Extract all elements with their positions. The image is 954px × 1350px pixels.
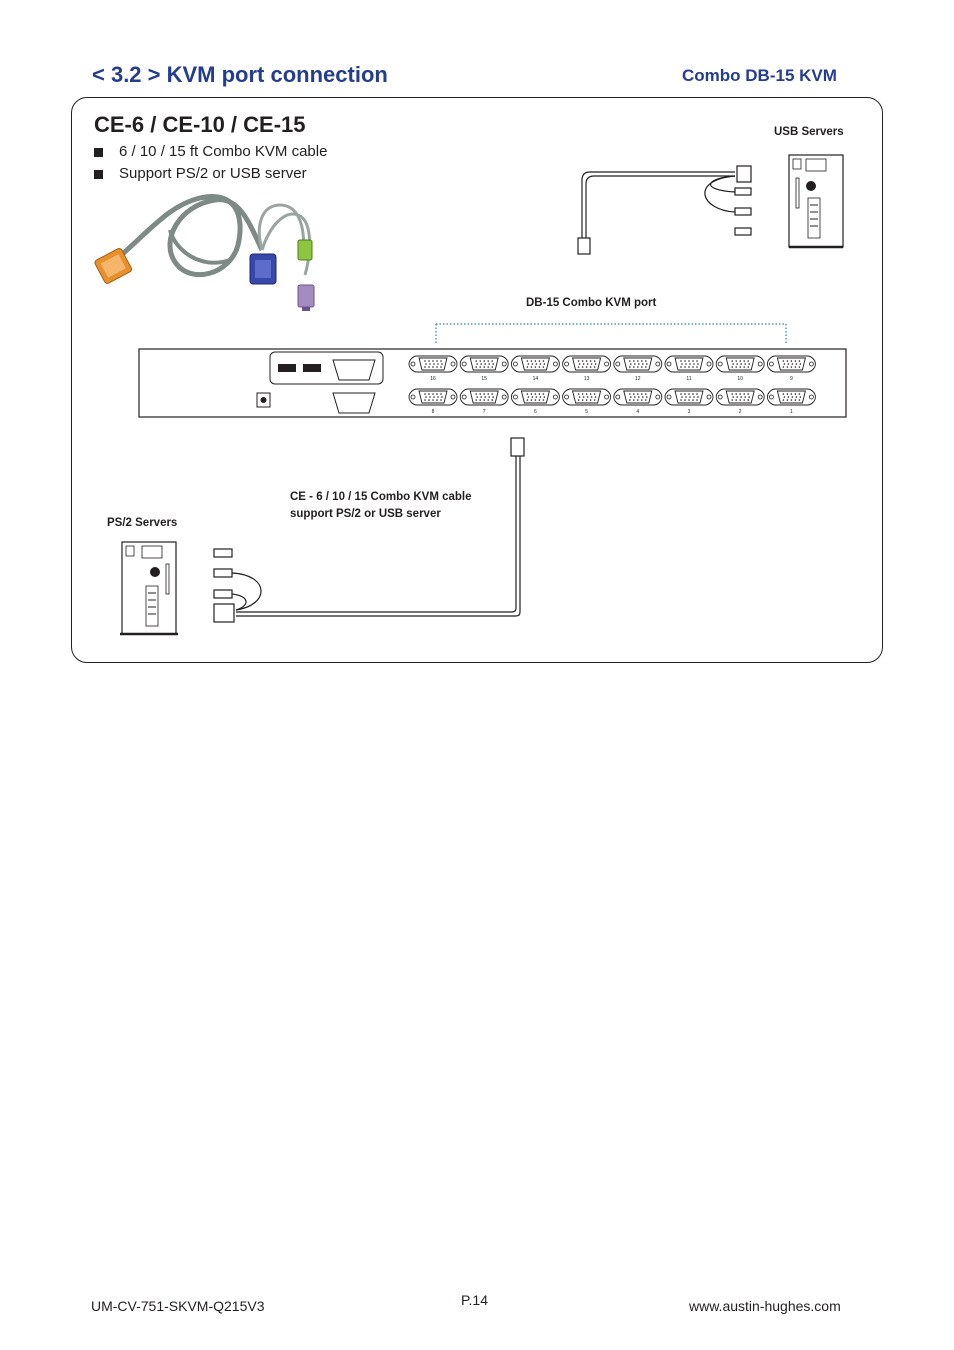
ps2-servers-label: PS/2 Servers <box>107 517 178 529</box>
kvm-rear-panel <box>139 349 846 417</box>
main-kvm-cable <box>236 438 524 616</box>
port-number-label: 2 <box>738 409 742 415</box>
port-number-label: 10 <box>737 376 743 382</box>
kvm-port-label: DB-15 Combo KVM port <box>526 297 657 309</box>
db15-port <box>511 389 559 405</box>
db15-port <box>409 389 457 405</box>
ps2-green-connector <box>298 240 312 260</box>
section-subtitle: Combo DB-15 KVM <box>682 66 837 85</box>
port-number-label: 12 <box>635 376 641 382</box>
usb-server-tower <box>789 155 843 247</box>
db15-port <box>665 356 713 372</box>
cable-label-line1: CE - 6 / 10 / 15 Combo KVM cable <box>290 491 472 503</box>
port-number-label: 5 <box>585 409 588 415</box>
feature-item: 6 / 10 / 15 ft Combo KVM cable <box>94 141 327 163</box>
port-number-label: 9 <box>790 376 793 382</box>
port-number-label: 15 <box>481 376 487 382</box>
db15-port <box>614 389 662 405</box>
db15-port <box>563 356 611 372</box>
port-number-label: 13 <box>583 376 590 382</box>
db15-port <box>614 356 662 372</box>
port-number-label: 1 <box>790 409 793 415</box>
db15-port <box>460 356 508 372</box>
section-title: < 3.2 > KVM port connection <box>92 62 388 87</box>
port-number-label: 14 <box>532 376 539 382</box>
port-number-label: 7 <box>482 409 486 415</box>
db15-port <box>716 389 764 405</box>
db15-port <box>716 356 764 372</box>
cable-label-line2: support PS/2 or USB server <box>290 508 441 520</box>
feature-item: Support PS/2 or USB server <box>94 163 327 185</box>
port-number-label: 6 <box>534 409 537 415</box>
db15-port <box>665 389 713 405</box>
blue-vga-connector <box>250 254 276 284</box>
db15-port <box>563 389 611 405</box>
usb-servers-label: USB Servers <box>774 126 844 138</box>
footer-doc-id: UM-CV-751-SKVM-Q215V3 <box>91 1298 265 1314</box>
port-number-label: 8 <box>431 409 435 415</box>
db15-port <box>409 356 457 372</box>
ps2-purple-connector <box>298 285 314 311</box>
db15-port <box>767 389 815 405</box>
db15-port <box>511 356 559 372</box>
kvm-port-bracket <box>436 324 786 343</box>
port-number-label: 4 <box>636 409 640 415</box>
ps2-side-cable <box>214 549 261 622</box>
port-number-label: 16 <box>430 376 436 382</box>
db15-port <box>767 356 815 372</box>
footer-website: www.austin-hughes.com <box>689 1298 841 1314</box>
usb-side-cable <box>578 166 751 254</box>
ps2-server-tower <box>120 542 178 634</box>
port-number-label: 3 <box>687 409 691 415</box>
db15-port <box>460 389 508 405</box>
kvm-cable-illustration <box>94 196 314 311</box>
footer-page-number: P.14 <box>461 1292 488 1308</box>
port-number-label: 11 <box>686 376 692 382</box>
model-title: CE-6 / CE-10 / CE-15 <box>94 112 306 137</box>
